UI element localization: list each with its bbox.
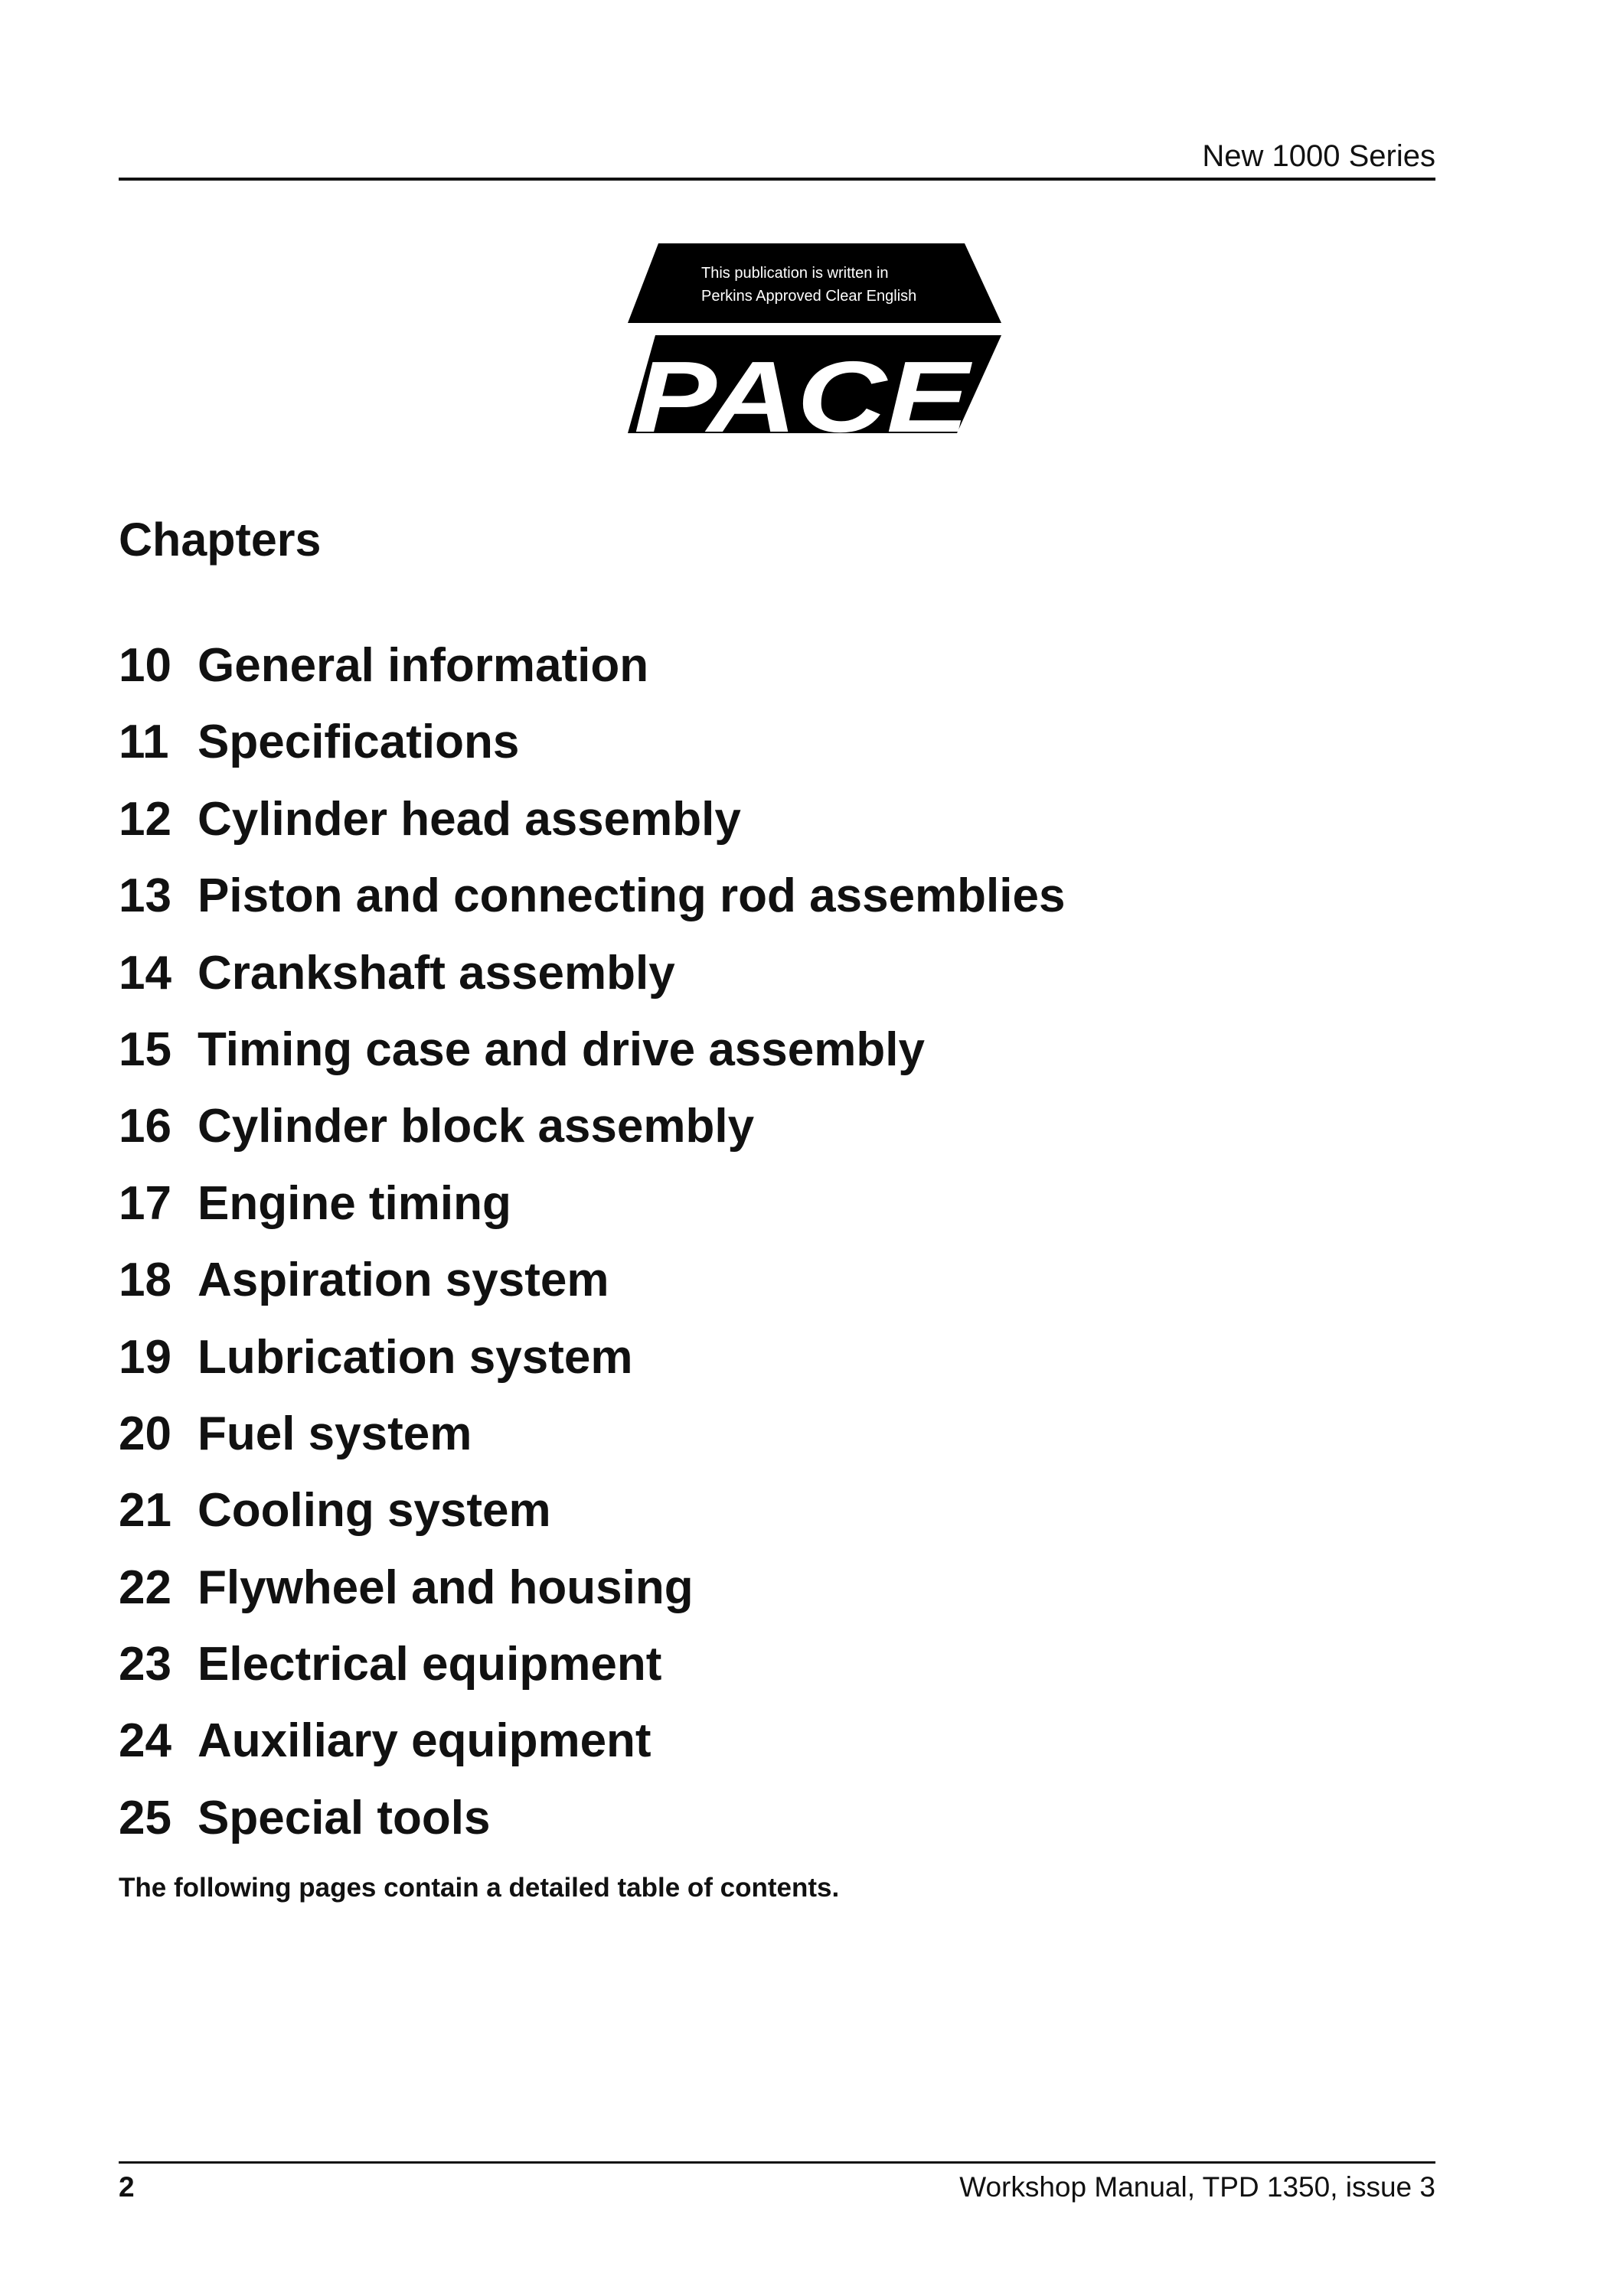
chapter-item-22 (119, 1560, 1065, 1636)
chapter-number: 24 (119, 1714, 171, 1768)
chapter-title: Auxiliary equipment (198, 1714, 651, 1768)
series-title: New 1000 Series (1202, 139, 1435, 173)
chapter-title: Lubrication system (198, 1330, 633, 1384)
chapter-title: General information (198, 639, 649, 692)
chapter-item-10 (119, 638, 1065, 714)
chapter-title: Fuel system (198, 1407, 472, 1460)
chapter-number: 14 (119, 946, 171, 1000)
chapter-number: 25 (119, 1791, 171, 1844)
chapter-number: 22 (119, 1561, 171, 1614)
page-footer (119, 2161, 1435, 2210)
chapter-title: Electrical equipment (198, 1638, 662, 1691)
chapter-number: 23 (119, 1638, 171, 1691)
chapter-number: 20 (119, 1407, 171, 1460)
chapter-item-17 (119, 1176, 1065, 1252)
chapter-title: Cooling system (198, 1484, 551, 1538)
chapter-title: Timing case and drive assembly (198, 1022, 925, 1076)
pace-note-line-1: This publication is written in (701, 265, 889, 282)
page-header (119, 130, 1435, 181)
chapter-title: Crankshaft assembly (198, 946, 675, 1000)
chapter-item-16 (119, 1098, 1065, 1175)
chapter-number: 16 (119, 1100, 171, 1153)
chapter-list (119, 638, 1065, 1867)
chapter-title: Aspiration system (198, 1254, 609, 1307)
chapter-title: Flywheel and housing (198, 1561, 694, 1614)
pace-logo (628, 243, 1011, 435)
chapter-number: 11 (119, 716, 169, 769)
chapter-item-15 (119, 1022, 1065, 1098)
chapter-item-18 (119, 1252, 1065, 1329)
pace-logo-graphic (628, 243, 1011, 435)
chapter-number: 15 (119, 1022, 171, 1076)
chapter-number: 12 (119, 792, 171, 846)
chapter-item-21 (119, 1482, 1065, 1559)
chapter-title: Cylinder head assembly (198, 792, 741, 846)
pace-note-line-2: Perkins Approved Clear English (701, 288, 917, 305)
chapter-title: Cylinder block assembly (198, 1100, 755, 1153)
chapters-heading: Chapters (119, 514, 322, 566)
chapter-title: Piston and connecting rod assemblies (198, 869, 1066, 923)
chapter-item-24 (119, 1713, 1065, 1789)
chapter-title: Special tools (198, 1791, 491, 1844)
chapter-number: 17 (119, 1176, 171, 1230)
page-number: 2 (119, 2171, 135, 2203)
pace-note-banner (628, 243, 1001, 323)
chapter-item-25 (119, 1790, 1065, 1867)
chapter-number: 10 (119, 639, 171, 692)
chapter-number: 13 (119, 869, 171, 923)
chapter-number: 21 (119, 1484, 171, 1538)
contents-note: The following pages contain a detailed table of contents. (119, 1873, 840, 1903)
chapter-item-11 (119, 714, 1065, 791)
publication-reference: Workshop Manual, TPD 1350, issue 3 (959, 2171, 1435, 2203)
chapter-item-23 (119, 1636, 1065, 1713)
chapter-item-20 (119, 1406, 1065, 1482)
chapter-number: 19 (119, 1330, 171, 1384)
pace-wordmark: PACE (634, 341, 973, 435)
chapter-item-13 (119, 868, 1065, 944)
chapter-item-14 (119, 945, 1065, 1022)
chapter-item-12 (119, 791, 1065, 868)
chapter-title: Engine timing (198, 1176, 511, 1230)
chapter-title: Specifications (198, 716, 520, 769)
chapter-item-19 (119, 1329, 1065, 1406)
chapter-number: 18 (119, 1254, 171, 1307)
